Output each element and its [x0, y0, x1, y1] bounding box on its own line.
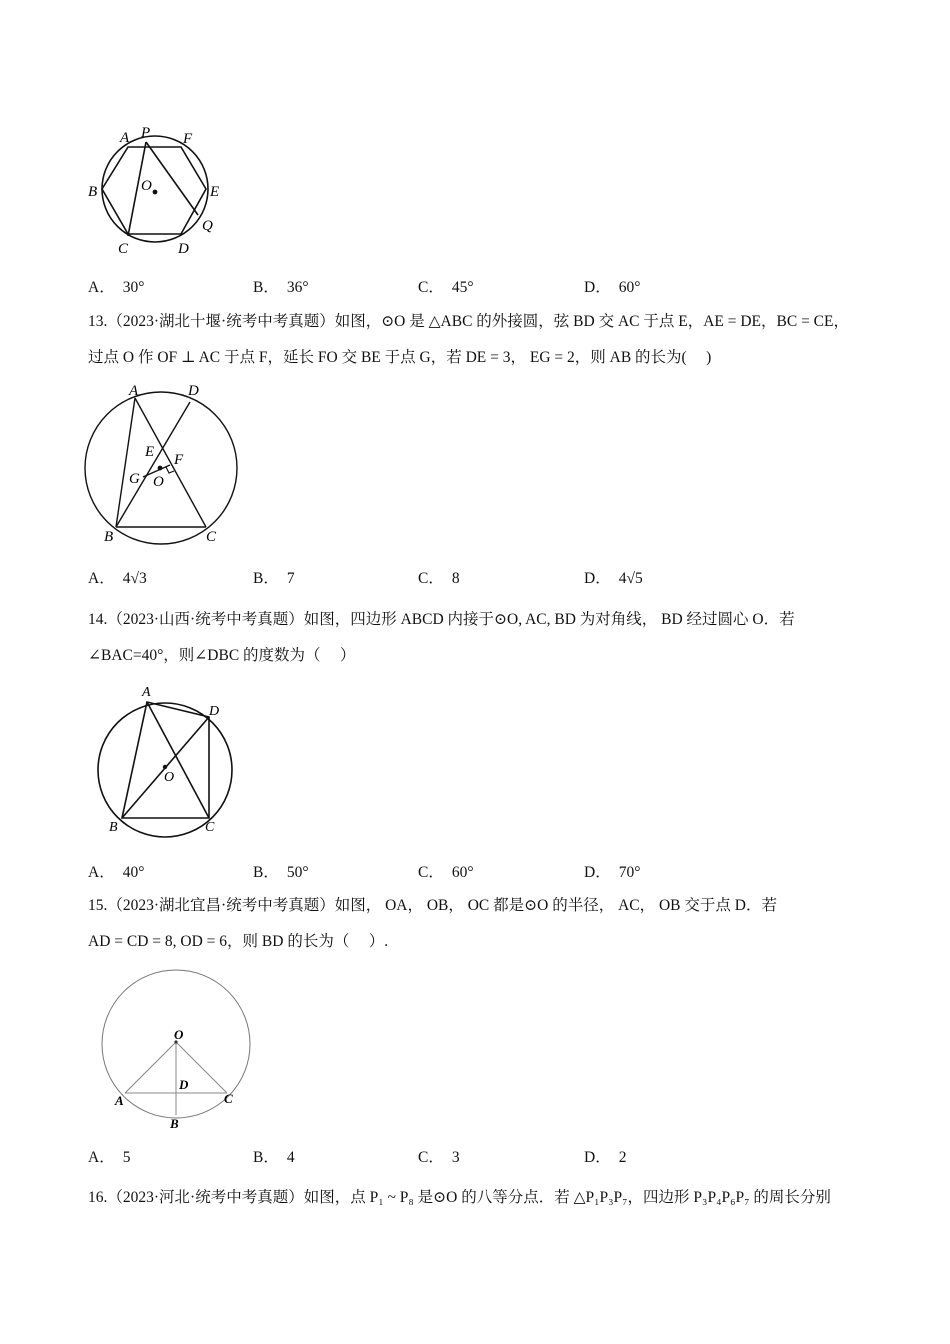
- label-P: P: [141, 125, 151, 141]
- q14-option-c[interactable]: C． 60°: [418, 864, 474, 881]
- label-B: B: [104, 529, 114, 545]
- q13-option-c[interactable]: C． 8: [418, 570, 460, 587]
- label-F: F: [174, 452, 184, 468]
- q12-option-c[interactable]: C． 45°: [418, 279, 474, 296]
- q15-option-c[interactable]: C． 3: [418, 1149, 460, 1166]
- q15-options: [88, 1145, 788, 1165]
- q12-option-a[interactable]: A． 30°: [88, 279, 145, 296]
- label-O: O: [153, 474, 164, 490]
- label-A: A: [129, 383, 139, 399]
- label-O: O: [164, 770, 175, 785]
- q14-options: [88, 860, 788, 880]
- label-G: G: [129, 471, 140, 487]
- q12-option-d[interactable]: D． 60°: [584, 279, 641, 296]
- q14-stem-line2: ∠BAC=40°，则∠DBC 的度数为（ ）: [88, 647, 356, 664]
- q15-figure-circle-radii: [95, 965, 265, 1135]
- label-E: E: [145, 444, 155, 460]
- label-C: C: [205, 820, 215, 835]
- q13-stem-line1: 13.（2023·湖北十堰·统考中考真题）如图，⊙O 是 △ABC 的外接圆，弦 BD 交 AC 于点 E，AE = DE，BC = CE，: [88, 313, 849, 330]
- q14-stem-line1: 14.（2023·山西·统考中考真题）如图，四边形 ABCD 内接于⊙O, AC, BD 为对角线， BD 经过圆心 O．若: [88, 611, 795, 628]
- q12-options: [88, 275, 788, 295]
- q12-option-b[interactable]: B． 36°: [253, 279, 309, 296]
- q14-figure-cyclic-quadrilateral: [85, 680, 245, 840]
- label-D: D: [188, 383, 199, 399]
- q12-figure-hexagon-circle: [80, 110, 240, 260]
- label-A: A: [115, 1093, 124, 1108]
- label-Q: Q: [202, 218, 213, 234]
- q15-stem-line1: 15.（2023·湖北宜昌·统考中考真题）如图， OA， OB， OC 都是⊙O 的半径， AC， OB 交于点 D．若: [88, 897, 777, 914]
- q13-figure-circle-triangle: [80, 375, 250, 550]
- q15-option-a[interactable]: A． 5: [88, 1149, 131, 1166]
- q15-option-d[interactable]: D． 2: [584, 1149, 627, 1166]
- q15-stem-line2: AD = CD = 8, OD = 6，则 BD 的长为（ ）.: [88, 933, 389, 950]
- q13-option-d[interactable]: D． 4√5: [584, 570, 643, 587]
- label-D: D: [178, 241, 189, 257]
- label-D: D: [209, 704, 220, 719]
- label-C: C: [118, 241, 129, 257]
- q13-options: [88, 566, 788, 586]
- label-O: O: [174, 1027, 184, 1042]
- label-B: B: [170, 1116, 179, 1131]
- q13-option-b[interactable]: B． 7: [253, 570, 295, 587]
- q14-option-b[interactable]: B． 50°: [253, 864, 309, 881]
- label-O: O: [141, 178, 152, 194]
- label-E: E: [210, 184, 220, 200]
- q14-option-a[interactable]: A． 40°: [88, 864, 145, 881]
- q16-stem-line1: 16.（2023·河北·统考中考真题）如图，点 P₁ ~ P₈ 是⊙O 的八等分点．若 △P₁P₃P₇，四边形 P₃P₄P₆P₇ 的周长分别: [88, 1189, 831, 1206]
- label-D: D: [179, 1077, 189, 1092]
- q13-stem-line2: 过点 O 作 OF ⊥ AC 于点 F，延长 FO 交 BE 于点 G，若 DE = 3， EG = 2，则 AB 的长为( ): [88, 349, 712, 366]
- label-C: C: [224, 1091, 233, 1106]
- label-B: B: [88, 184, 98, 200]
- label-C: C: [206, 529, 217, 545]
- q13-option-a[interactable]: A． 4√3: [88, 570, 147, 587]
- label-A: A: [142, 685, 151, 700]
- q14-option-d[interactable]: D． 70°: [584, 864, 641, 881]
- label-F: F: [183, 131, 193, 147]
- label-A: A: [120, 130, 130, 146]
- q15-option-b[interactable]: B． 4: [253, 1149, 295, 1166]
- label-B: B: [109, 820, 118, 835]
